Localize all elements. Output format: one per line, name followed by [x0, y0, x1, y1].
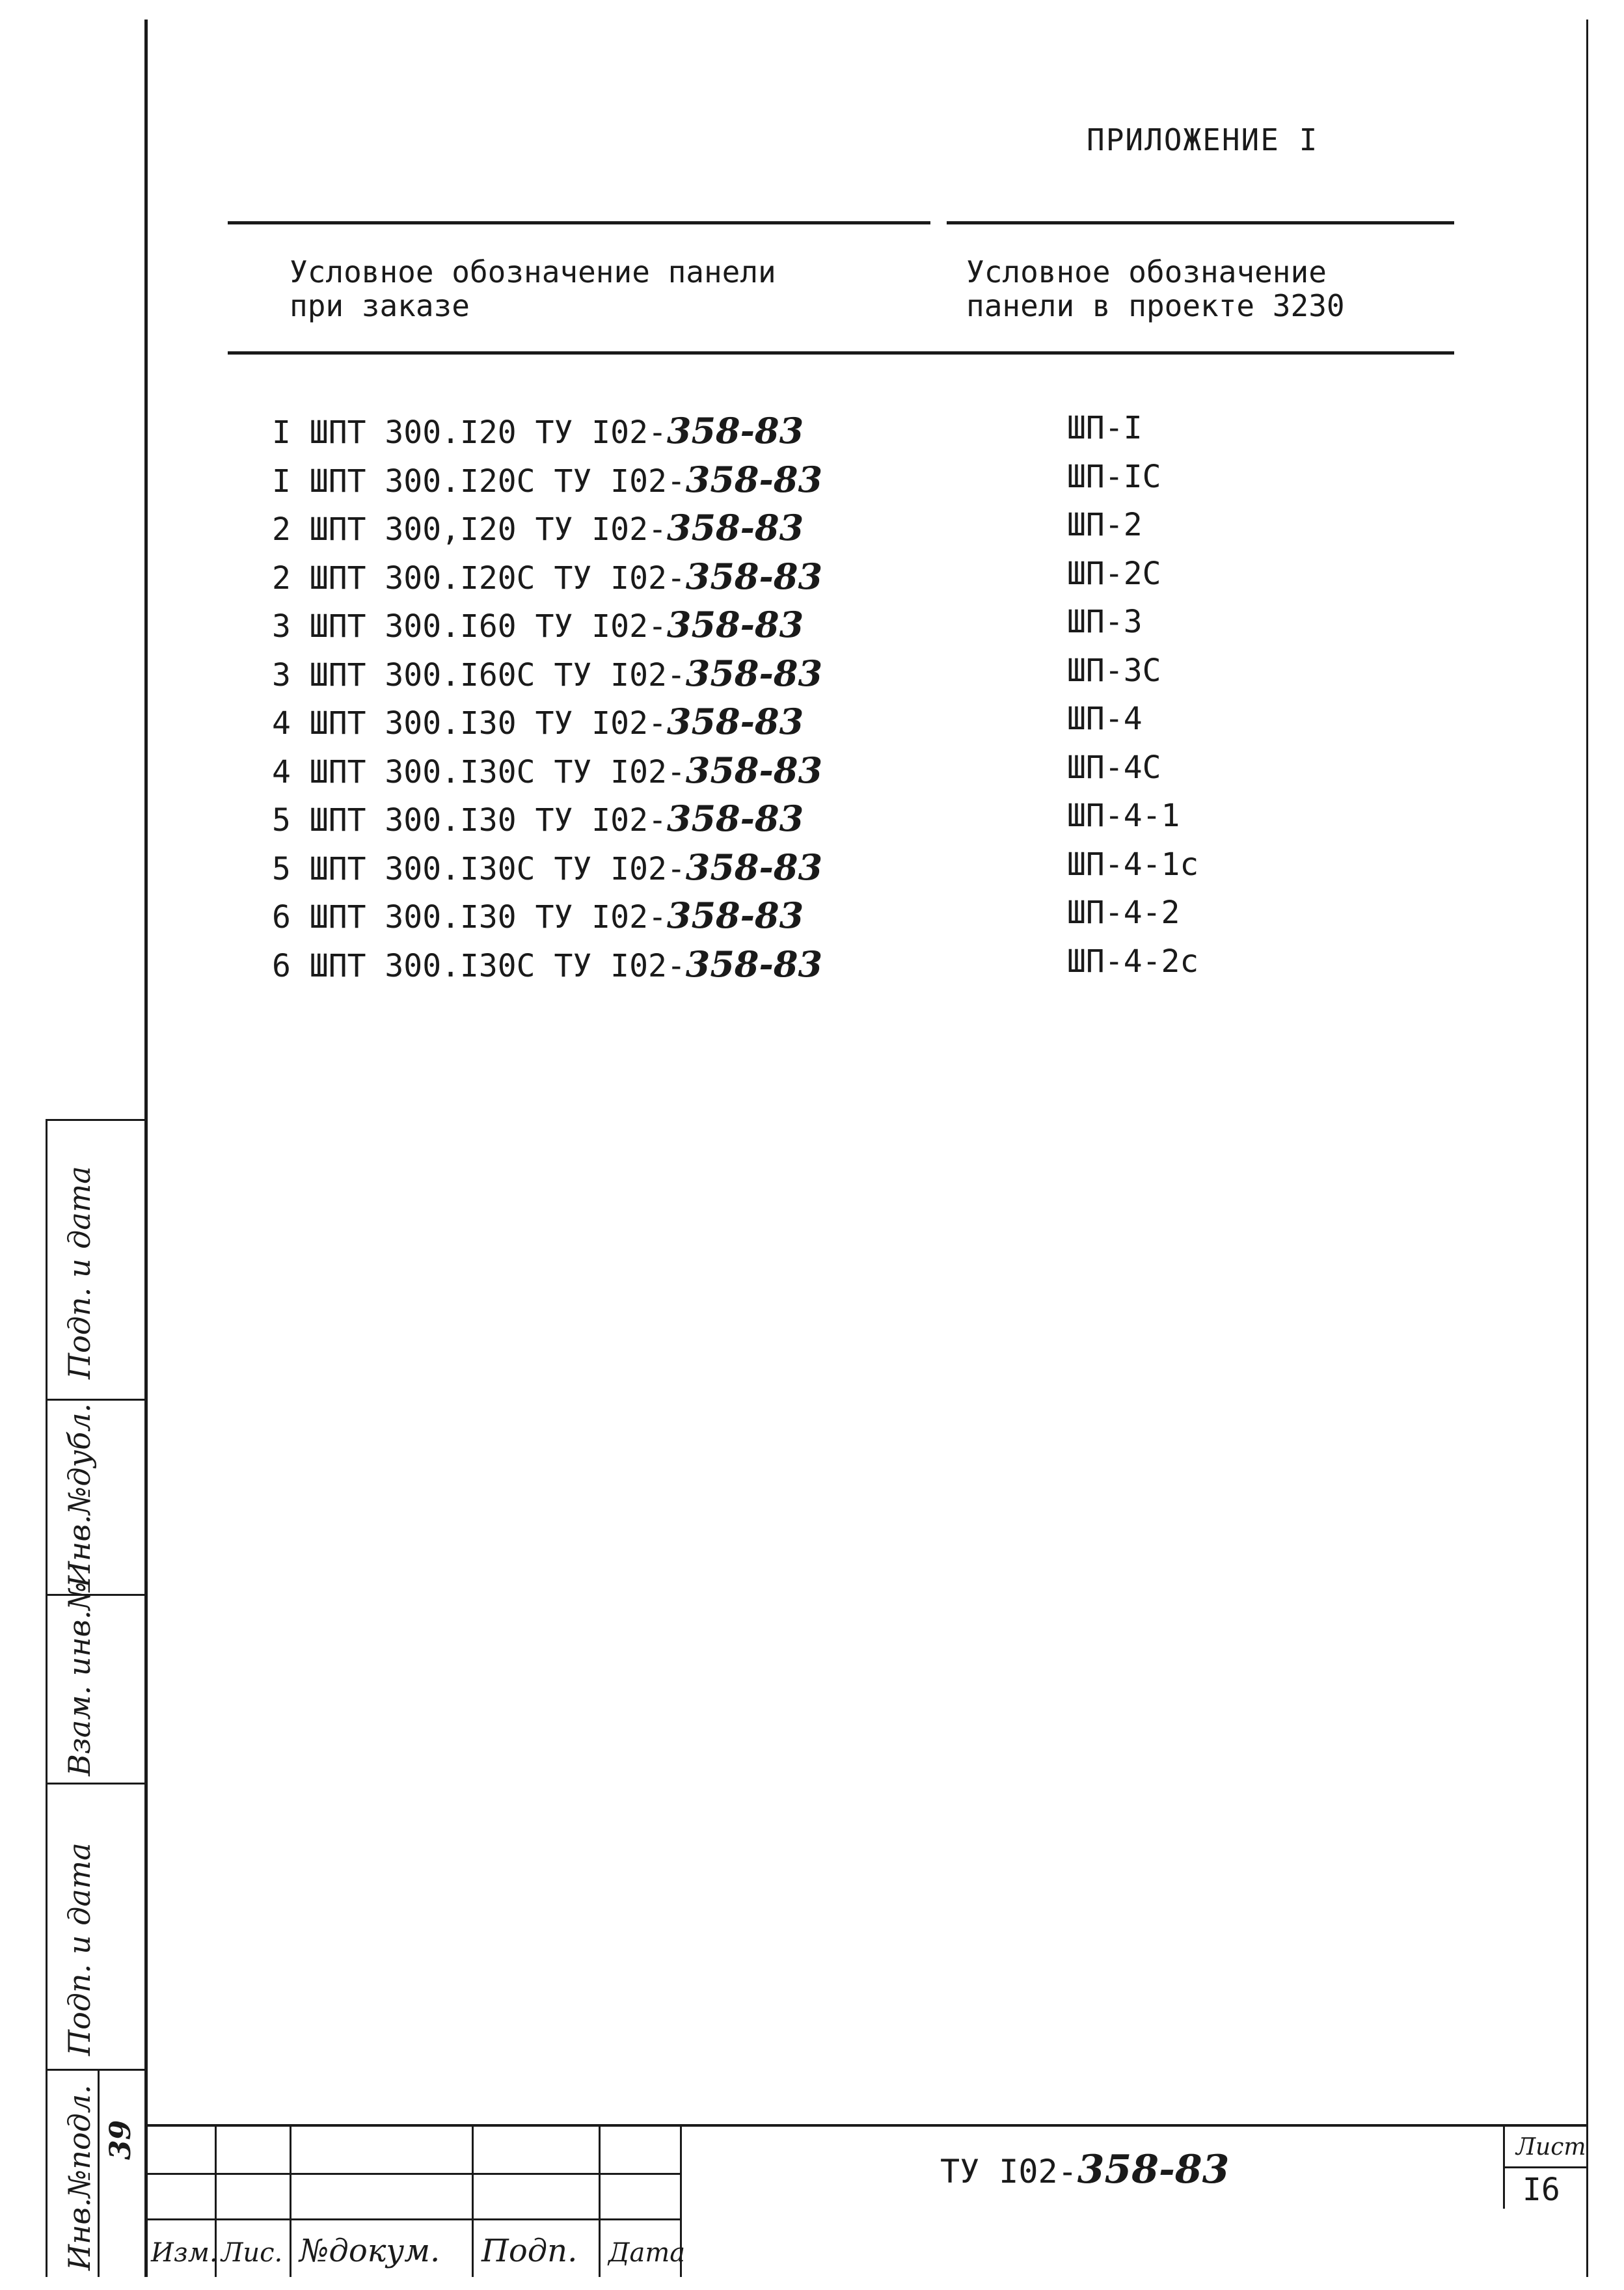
order-code-prefix: 3 ШПТ 300.I60С ТУ I02- [272, 657, 686, 694]
order-code-handwritten: 358-83 [666, 604, 804, 645]
order-code-handwritten: 358-83 [666, 895, 804, 936]
table-row-order-code [272, 846, 822, 895]
order-code-handwritten: 358-83 [666, 798, 804, 839]
table-row-project-code: ШП-2 [1067, 507, 1143, 543]
order-code-prefix: I ШПТ 300.I20 ТУ I02- [272, 414, 667, 451]
titleblock-col-date: Дата [608, 2238, 686, 2268]
order-code-prefix: 5 ШПТ 300.I30С ТУ I02- [272, 851, 686, 887]
table-header-rule [228, 351, 1454, 355]
titleblock-col-4 [599, 2124, 601, 2277]
order-code-handwritten: 358-83 [685, 459, 823, 500]
stamp-label-replace-inv: Взам. инв.№ [62, 1582, 97, 1776]
order-code-prefix: 6 ШПТ 300.I30 ТУ I02- [272, 899, 667, 936]
stamp-divider-1 [46, 1399, 146, 1401]
table-row-order-code [272, 749, 822, 798]
stamp-divider-4 [46, 2069, 146, 2071]
titleblock-row-line-1 [144, 2173, 681, 2175]
order-code-handwritten: 358-83 [685, 943, 823, 985]
stamp-sub-line [98, 2069, 100, 2277]
order-code-handwritten: 358-83 [666, 701, 804, 742]
stamp-top-line [46, 1119, 146, 1121]
order-code-handwritten: 358-83 [666, 507, 804, 548]
titleblock-col-sign: Подп. [481, 2233, 578, 2269]
titleblock-col-2 [290, 2124, 291, 2277]
document-code [940, 2147, 1229, 2192]
titleblock-col-docnum: №докум. [299, 2233, 440, 2269]
stamp-inner-line [46, 1119, 47, 2277]
order-code-prefix: 5 ШПТ 300.I30 ТУ I02- [272, 802, 667, 839]
table-row-project-code: ШП-4-2с [1067, 943, 1199, 980]
document-code-number: 358-83 [1077, 2147, 1230, 2192]
order-code-prefix: 2 ШПТ 300.I20С ТУ I02- [272, 560, 686, 597]
order-code-prefix: 3 ШПТ 300.I60 ТУ I02- [272, 608, 667, 645]
table-row-project-code: ШП-4С [1067, 749, 1161, 786]
order-code-prefix: 6 ШПТ 300.I30С ТУ I02- [272, 948, 686, 984]
stamp-label-orig-inv: Инв.№подл. [62, 2084, 97, 2270]
stamp-label-sign-date-2: Подп. и дата [62, 1842, 97, 2056]
table-row-order-code [272, 943, 822, 991]
stamp-inv-number: 39 [104, 2120, 137, 2160]
table-row-project-code: ШП-4-1 [1067, 798, 1180, 834]
table-row-order-code [272, 410, 804, 458]
titleblock-col-3 [472, 2124, 474, 2277]
appendix-title: ПРИЛОЖЕНИЕ I [1087, 122, 1319, 157]
table-row-order-code [272, 507, 804, 555]
table-row-order-code [272, 701, 804, 749]
frame-right-line [1586, 20, 1588, 2277]
document-code-prefix: ТУ I02- [940, 2153, 1077, 2190]
sheet-label: Лист [1516, 2134, 1586, 2161]
order-code-prefix: I ШПТ 300.I20С ТУ I02- [272, 463, 686, 500]
titleblock-col-change: Изм. [151, 2238, 218, 2268]
order-code-handwritten: 358-83 [685, 653, 823, 694]
table-top-rule-right [947, 221, 1454, 224]
order-code-prefix: 2 ШПТ 300,I20 ТУ I02- [272, 511, 667, 548]
column-header-project: Условное обозначение панели в проекте 3230 [966, 254, 1345, 323]
table-row-order-code [272, 604, 804, 652]
table-row-project-code: ШП-4-2 [1067, 895, 1180, 931]
titleblock-row-line-2 [144, 2218, 681, 2220]
table-row-order-code [272, 459, 822, 507]
table-row-project-code: ШП-3С [1067, 653, 1161, 689]
table-top-rule-left [228, 221, 930, 224]
sheet-number: I6 [1522, 2172, 1560, 2208]
stamp-label-dup-inv: Инв.№дубл. [62, 1403, 97, 1587]
titleblock-top-line [144, 2124, 1586, 2127]
order-code-prefix: 4 ШПТ 300.I30С ТУ I02- [272, 754, 686, 790]
titleblock-sheet-divider [1503, 2166, 1586, 2168]
order-code-prefix: 4 ШПТ 300.I30 ТУ I02- [272, 705, 667, 742]
order-code-handwritten: 358-83 [685, 556, 823, 597]
titleblock-col-sheet: Лис. [221, 2238, 283, 2268]
frame-left-line [144, 20, 148, 2277]
order-code-handwritten: 358-83 [666, 410, 804, 451]
table-row-order-code [272, 798, 804, 846]
order-code-handwritten: 358-83 [685, 749, 823, 791]
column-header-order: Условное обозначение панели при заказе [290, 254, 776, 323]
table-row-project-code: ШП-IС [1067, 459, 1161, 495]
stamp-divider-3 [46, 1783, 146, 1785]
table-row-project-code: ШП-3 [1067, 604, 1143, 640]
order-code-handwritten: 358-83 [685, 846, 823, 888]
table-row-order-code [272, 556, 822, 604]
table-row-project-code: ШП-4 [1067, 701, 1143, 737]
table-row-project-code: ШП-2С [1067, 556, 1161, 592]
table-row-project-code: ШП-I [1067, 410, 1143, 446]
table-row-order-code [272, 653, 822, 701]
stamp-label-sign-date-1: Подп. и дата [62, 1166, 97, 1379]
table-row-order-code [272, 895, 804, 943]
table-row-project-code: ШП-4-1с [1067, 846, 1199, 883]
